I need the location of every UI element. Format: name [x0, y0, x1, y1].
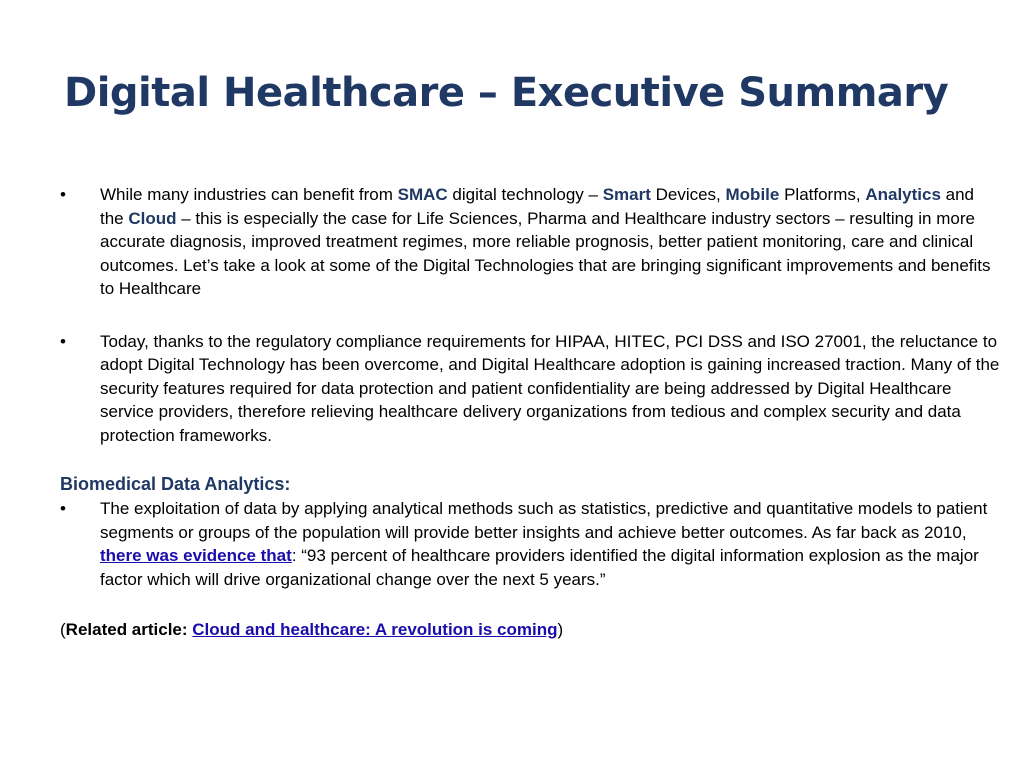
bullet-smac: [60, 183, 1000, 301]
bullet-analytics: [60, 497, 1000, 591]
bullet-text: [100, 183, 1000, 301]
related-article-link[interactable]: Cloud and healthcare: A revolution is coming: [192, 620, 558, 639]
text-run: digital technology –: [447, 185, 603, 204]
text-run: While many industries can benefit from: [100, 185, 398, 204]
keyword-smac: SMAC: [397, 185, 448, 204]
slide-body: [60, 183, 1000, 642]
bullet-text: Today, thanks to the regulatory compliance requirements for HIPAA, HITEC, PCI DSS and ISO 27001, the reluctance to adopt Digital Technology has been overcome, and Digital Healthcare adoption is gaining increased traction. Many of the security features required for data protection and patient confidentiality are being addressed by Digital Healthcare service providers, therefore relieving healthcare delivery organizations from tedious and complex security and data protection frameworks.: [100, 331, 1000, 445]
text-run: Devices,: [650, 185, 726, 204]
section-heading: Biomedical Data Analytics:: [60, 474, 291, 494]
related-article: [60, 618, 1000, 642]
slide-title: Digital Healthcare – Executive Summary: [64, 70, 949, 116]
text-run: The exploitation of data by applying analytical methods such as statistics, predictive and quantitative models to patient segments or groups of the population will provide better insights and achieve better outcomes. As far back as 2010,: [100, 499, 988, 542]
related-label: Related article:: [65, 620, 193, 639]
bullet-marker: •: [60, 185, 66, 204]
paren-open: (: [60, 620, 66, 639]
bullet-marker: •: [60, 499, 66, 518]
bullet-marker: •: [60, 331, 66, 351]
bullet-compliance: [60, 330, 1000, 448]
keyword-cloud: Cloud: [128, 208, 177, 228]
keyword-smart: Smart: [602, 185, 651, 204]
text-run: – this is especially the case for Life Sciences, Pharma and Healthcare industry sectors – resulting in more accurate diagnosis, improved treatment regimes, more reliable prognosis, better patient monitoring, care and clinical outcomes. Let’s take a look at some of the Digital Technologies that are bringing significant improvements and benefits to Healthcare: [100, 208, 991, 298]
evidence-link[interactable]: there was evidence that: [100, 546, 292, 565]
bullet-text: [100, 497, 1000, 591]
text-run: Platforms,: [779, 185, 866, 204]
text-run: : “93 percent of healthcare providers identified the digital information explosion as the major factor which will drive organizational change over the next 5 years.”: [100, 546, 979, 589]
keyword-analytics: Analytics: [865, 185, 941, 204]
text-run: and the: [100, 185, 975, 228]
paren-close: ): [557, 620, 564, 639]
keyword-mobile: Mobile: [725, 185, 780, 204]
